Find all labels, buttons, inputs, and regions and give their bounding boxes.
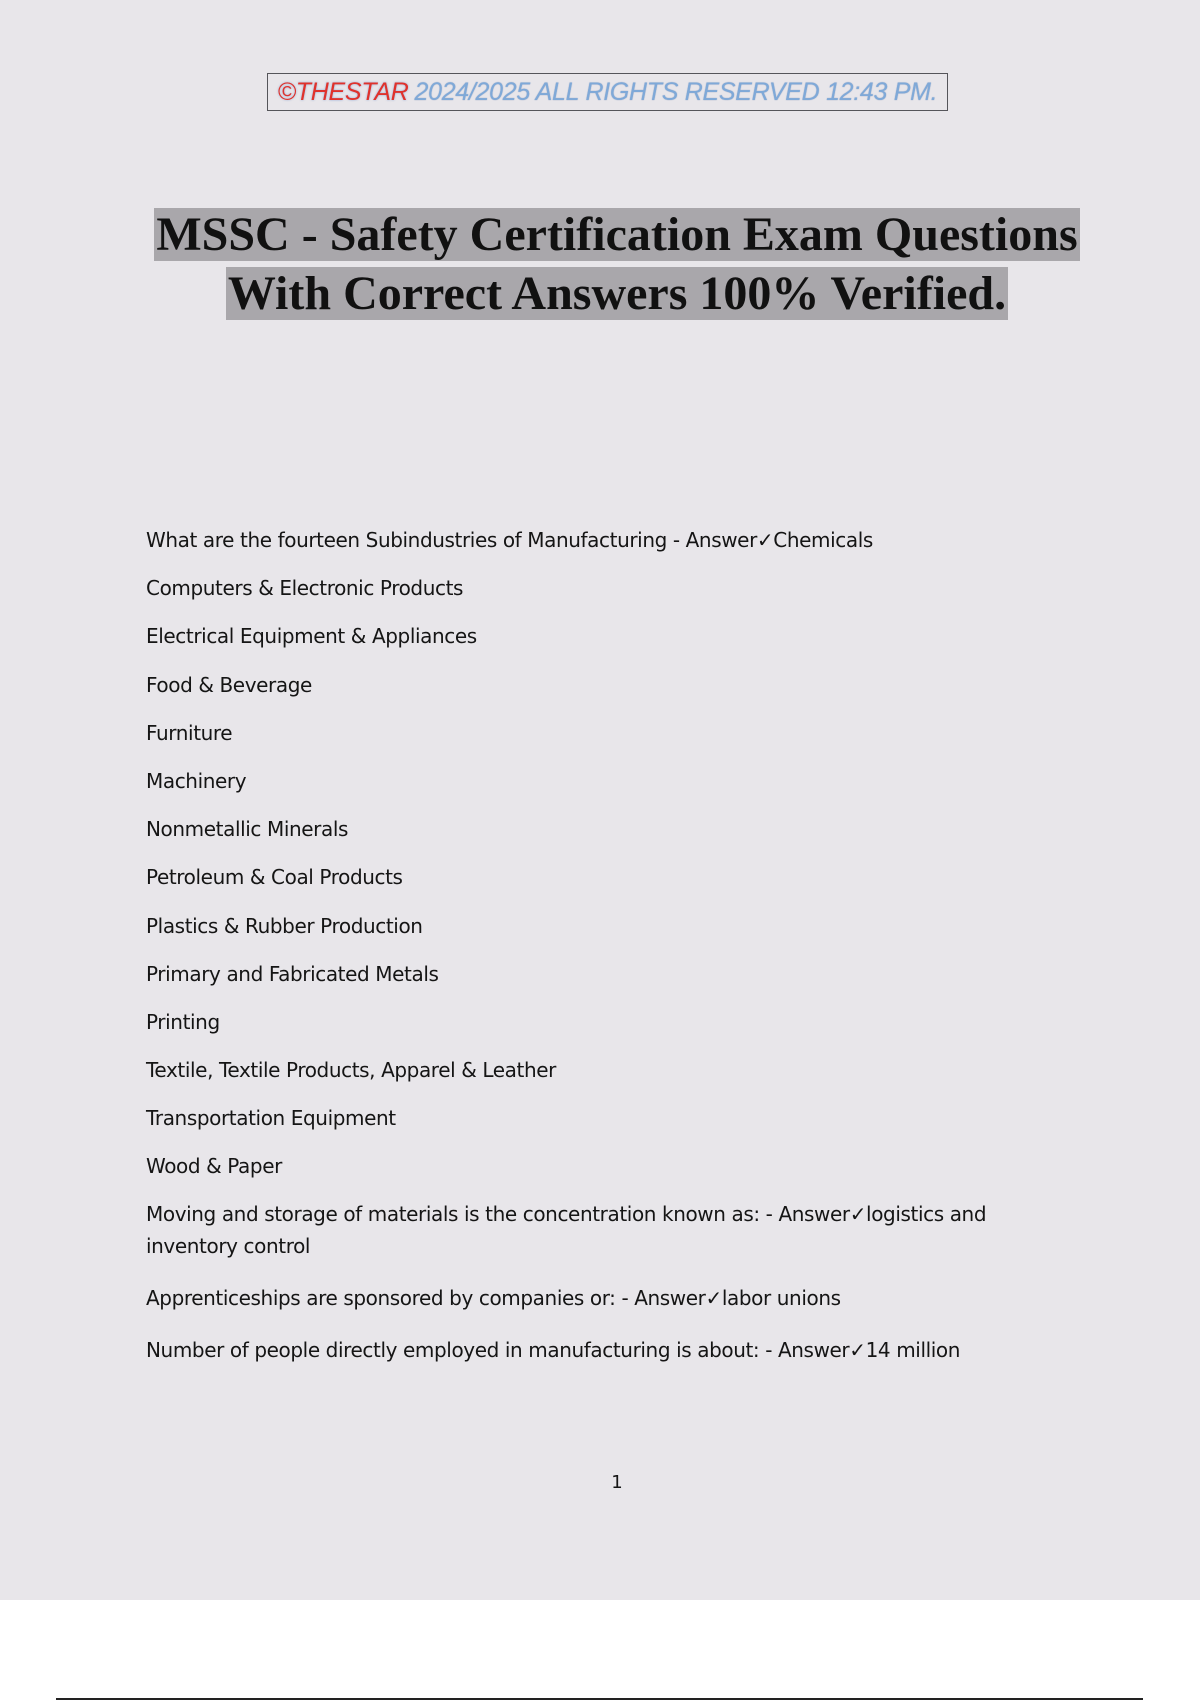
list-item: Computers & Electronic Products: [146, 576, 464, 601]
list-item: Primary and Fabricated Metals: [146, 961, 439, 986]
list-item: Furniture: [146, 720, 233, 745]
list-item: Nonmetallic Minerals: [146, 817, 349, 842]
question-paragraph: Apprenticeships are sponsored by companies or: - Answer✓labor unions: [146, 1285, 841, 1310]
question-paragraph: Number of people directly employed in manufacturing is about: - Answer✓14 million: [146, 1337, 961, 1362]
list-item: Printing: [146, 1009, 220, 1034]
question-list: [146, 523, 1046, 1386]
copyright-banner: [267, 73, 948, 111]
question-paragraph: Moving and storage of materials is the concentration known as: - Answer✓logistics and inventory control: [146, 1201, 987, 1258]
list-item: Wood & Paper: [146, 1154, 282, 1179]
list-item: Electrical Equipment & Appliances: [146, 624, 477, 649]
title-line-1: MSSC - Safety Certification Exam Questions: [156, 208, 1078, 261]
list-item: Petroleum & Coal Products: [146, 865, 403, 890]
list-item: Plastics & Rubber Production: [146, 913, 423, 938]
list-item: Transportation Equipment: [146, 1106, 396, 1131]
list-item: Food & Beverage: [146, 672, 312, 697]
list-item: Machinery: [146, 768, 247, 793]
list-item: Textile, Textile Products, Apparel & Leather: [146, 1058, 556, 1083]
list-item: What are the fourteen Subindustries of Manufacturing - Answer✓Chemicals: [146, 528, 873, 552]
title-line-2: With Correct Answers 100% Verified.: [227, 267, 1007, 320]
document-title: [0, 205, 1200, 323]
copyright-text: 2024/2025 ALL RIGHTS RESERVED 12:43 PM.: [414, 77, 938, 106]
page-number: 1: [611, 1472, 623, 1493]
copyright-brand: ©THESTAR: [277, 77, 409, 106]
